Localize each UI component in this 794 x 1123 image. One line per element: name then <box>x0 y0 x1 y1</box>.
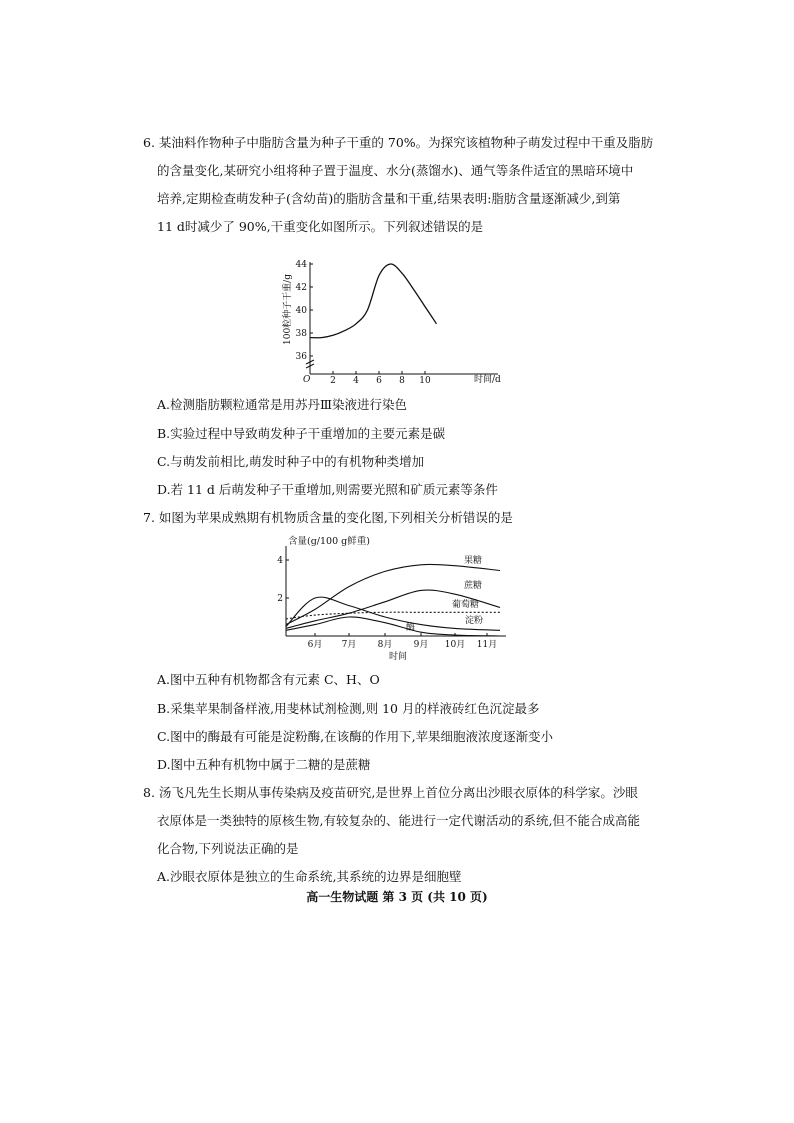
chart2-xlabel: 时间 <box>389 652 408 662</box>
q7-option-b: B.采集苹果制备样液,用斐林试剂检测,则 10 月的样液砖红色沉淀最多 <box>157 701 540 716</box>
q6-option-b: B.实验过程中导致萌发种子干重增加的主要元素是碳 <box>157 426 446 441</box>
chart2-x-tick-label: 11月 <box>476 640 498 650</box>
chart1-y-tick-label: 42 <box>295 283 307 293</box>
q8-line-1: 8. 汤飞凡先生长期从事传染病及疫苗研究,是世界上首位分离出沙眼衣原体的科学家。沙眼 <box>143 785 638 800</box>
q8-line-3: 化合物,下列说法正确的是 <box>157 841 299 856</box>
q7-option-a: A.图中五种有机物都含有元素 C、H、O <box>157 672 380 687</box>
chart1-ylabel: 100粒种子干重/g <box>283 274 293 345</box>
chart2-series-label: 酶 <box>406 623 416 633</box>
q6-line-1: 6. 某油料作物种子中脂肪含量为种子干重的 70%。为探究该植物种子萌发过程中干重及脂肪 <box>143 135 654 150</box>
q8-option-a: A.沙眼衣原体是独立的生命系统,其系统的边界是细胞壁 <box>157 869 462 884</box>
chart1-y-tick-label: 40 <box>295 306 307 316</box>
chart1-xlabel: 时间/d <box>474 375 501 385</box>
chart2-x-tick-label: 7月 <box>341 640 357 650</box>
q6-option-c: C.与萌发前相比,萌发时种子中的有机物种类增加 <box>157 454 425 469</box>
q6-line-3: 培养,定期检查萌发种子(含幼苗)的脂肪含量和干重,结果表明:脂肪含量逐渐减少,到第 <box>157 191 621 206</box>
chart1-x-tick-label: 2 <box>330 376 336 386</box>
chart2-x-tick-label: 8月 <box>377 640 393 650</box>
chart1-y-tick-label: 38 <box>295 329 307 339</box>
chart2-y-tick-label: 4 <box>277 556 283 566</box>
q6-line-2: 的含量变化,某研究小组将种子置于温度、水分(蒸馏水)、通气等条件适宜的黑暗环境中 <box>157 163 634 178</box>
q6-line-4: 11 d时减少了 90%,干重变化如图所示。下列叙述错误的是 <box>157 219 484 234</box>
chart1-x-tick-label: 10 <box>419 376 431 386</box>
q6-option-d: D.若 11 d 后萌发种子干重增加,则需要光照和矿质元素等条件 <box>157 482 498 497</box>
dry-weight-chart <box>270 250 530 390</box>
chart1-origin-label: O <box>303 375 311 385</box>
chart2-series-label: 果糖 <box>464 556 483 566</box>
apple-content-chart <box>270 532 520 664</box>
chart1-ticks <box>296 260 431 386</box>
chart2-ylabel: 含量(g/100 g鲜重) <box>288 536 370 547</box>
chart2-x-tick-label: 6月 <box>307 640 323 650</box>
chart1-x-tick-label: 6 <box>376 376 382 386</box>
chart2-series-label: 淀粉 <box>465 616 484 626</box>
chart1-y-tick-label: 44 <box>295 260 307 270</box>
chart2-series-label: 蔗糖 <box>464 581 483 591</box>
chart2-series-label: 葡萄糖 <box>452 600 480 610</box>
q7-option-d: D.图中五种有机物中属于二糖的是蔗糖 <box>157 757 371 772</box>
chart1-series-line <box>310 264 437 338</box>
q8-line-2: 衣原体是一类独特的原核生物,有较复杂的、能进行一定代谢活动的系统,但不能合成高能 <box>157 813 640 828</box>
chart1-x-tick-label: 8 <box>399 376 405 386</box>
chart2-y-tick-label: 2 <box>277 594 283 604</box>
chart2-series-labels <box>406 554 483 633</box>
chart2-x-tick-label: 9月 <box>413 640 429 650</box>
q7-option-c: C.图中的酶最有可能是淀粉酶,在该酶的作用下,苹果细胞液浓度逐渐变小 <box>157 729 554 744</box>
q6-option-a: A.检测脂肪颗粒通常是用苏丹Ⅲ染液进行染色 <box>157 397 408 412</box>
chart1-x-tick-label: 4 <box>353 376 359 386</box>
page-footer: 高一生物试题 第 3 页 (共 10 页) <box>306 890 488 904</box>
chart1-y-tick-label: 36 <box>295 352 307 362</box>
chart1-axes <box>306 262 498 374</box>
chart2-x-tick-label: 10月 <box>444 640 466 650</box>
q7-line-1: 7. 如图为苹果成熟期有机物质含量的变化图,下列相关分析错误的是 <box>143 510 513 525</box>
